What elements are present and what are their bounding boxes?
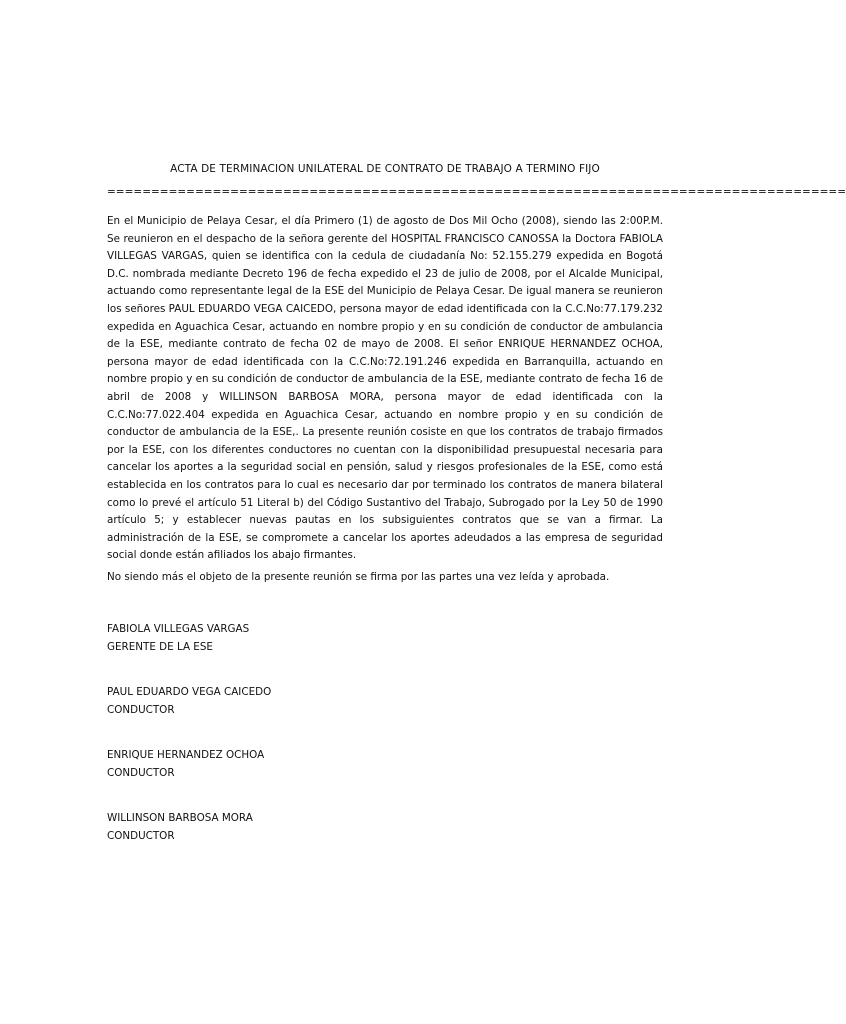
signatory-role: CONDUCTOR bbox=[107, 766, 175, 779]
signature-block-conductor-3 bbox=[107, 810, 507, 845]
signature-block-gerente bbox=[107, 621, 507, 656]
signatory-role: GERENTE DE LA ESE bbox=[107, 640, 213, 653]
document-title: ACTA DE TERMINACION UNILATERAL DE CONTRATO DE TRABAJO A TERMINO FIJO bbox=[170, 163, 600, 175]
signatory-name: FABIOLA VILLEGAS VARGAS bbox=[107, 623, 250, 635]
signatory-role: CONDUCTOR bbox=[107, 703, 175, 716]
separator-line: ==================================================================================== bbox=[107, 186, 846, 198]
signature-block-conductor-1 bbox=[107, 684, 507, 719]
signatory-role: CONDUCTOR bbox=[107, 829, 175, 842]
body-paragraph: En el Municipio de Pelaya Cesar, el día Primero (1) de agosto de Dos Mil Ocho (2008), siendo las 2:00P.M. Se reunieron en el despacho de la señora gerente del HOSPITAL FRANCISCO CANOSSA la Doctora FABIOLA VILLEGAS VARGAS, quien se identifica con la cedula de ciudadanía No: 52.155.279 expedida en Bogotá D.C. nombrada mediante Decreto 196 de fecha expedido el 23 de julio de 2008, por el Alcalde Municipal, actuando como representante legal de la ESE del Municipio de Pelaya Cesar. De igual manera se reunieron los señores PAUL EDUARDO VEGA CAICEDO, persona mayor de edad identificada con la C.C.No:77.179.232 expedida en Aguachica Cesar, actuando en nombre propio y en su condición de conductor de ambulancia de la ESE, mediante contrato de fecha 02 de mayo de 2008. El señor ENRIQUE HERNANDEZ OCHOA, persona mayor de edad identificada con la C.C.No:72.191.246 expedida en Barranquilla, actuando en nombre propio y en su condición de conductor de ambulancia de la ESE, mediante contrato de fecha 16 de abril de 2008 y WILLINSON BARBOSA MORA, persona mayor de edad identificada con la C.C.No:77.022.404 expedida en Aguachica Cesar, actuando en nombre propio y en su condición de conductor de ambulancia de la ESE,. La presente reunión cosiste en que los contratos de trabajo firmados por la ESE, con los diferentes conductores no cuentan con la disponibilidad presupuestal necesaria para cancelar los aportes a la seguridad social en pensión, salud y riesgos profesionales de la ESE, como está establecida en los contratos para lo cual es necesario dar por terminado los contratos de manera bilateral como lo prevé el artículo 51 Literal b) del Código Sustantivo del Trabajo, Subrogado por la Ley 50 de 1990 artículo 5; y establecer nuevas pautas en los subsiguientes contratos que se van a firmar. La administración de la ESE, se compromete a cancelar los aportes adeudados a las empresa de seguridad social donde están afiliados los abajo firmantes. bbox=[107, 215, 663, 562]
signatory-name: WILLINSON BARBOSA MORA bbox=[107, 812, 253, 824]
signature-block-conductor-2 bbox=[107, 747, 507, 782]
signatory-name: PAUL EDUARDO VEGA CAICEDO bbox=[107, 686, 272, 698]
signatory-name: ENRIQUE HERNANDEZ OCHOA bbox=[107, 749, 265, 761]
closing-paragraph: No siendo más el objeto de la presente reunión se firma por las partes una vez leída y aprobada. bbox=[107, 571, 610, 583]
